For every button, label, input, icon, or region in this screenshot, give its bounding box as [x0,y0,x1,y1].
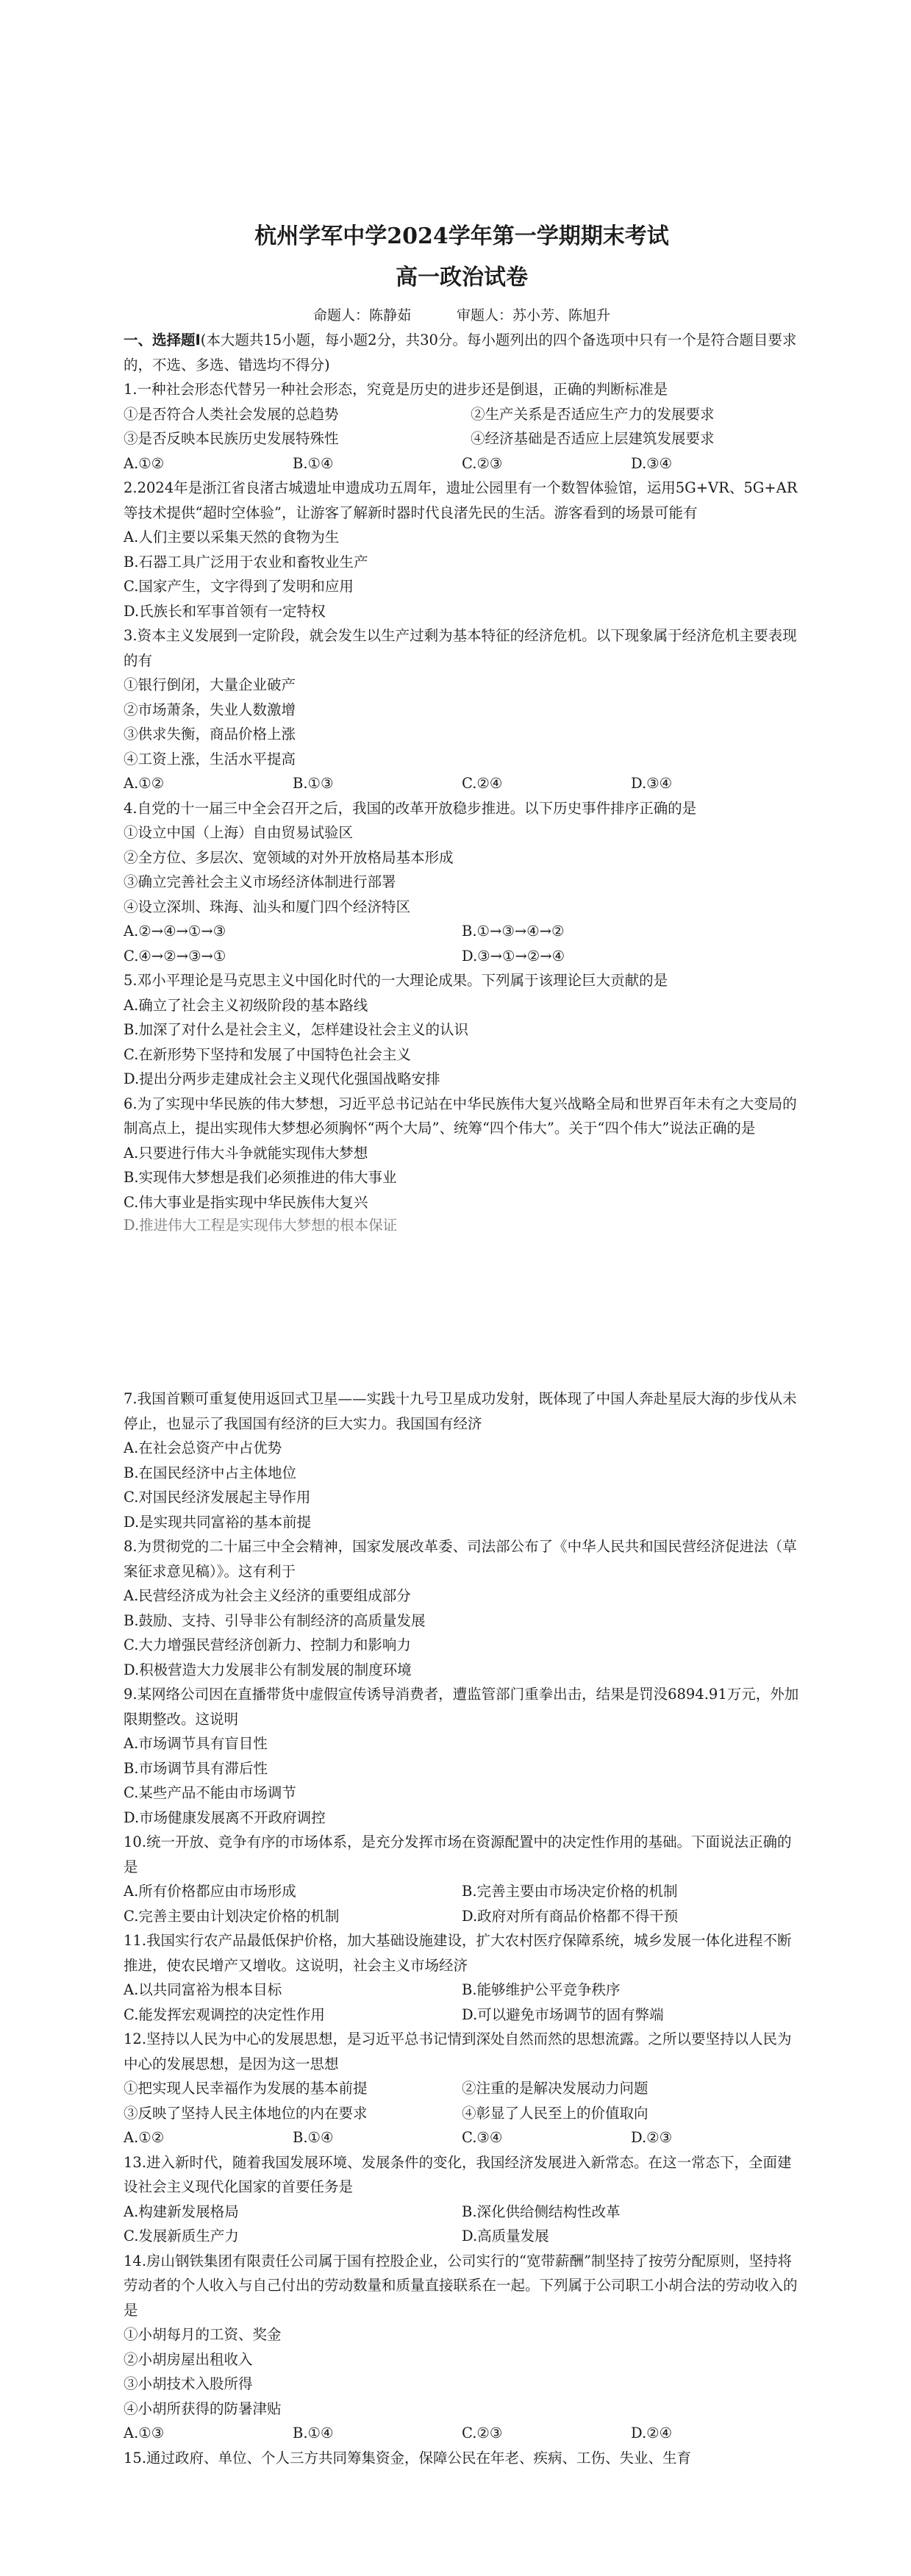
page-top-section [124,221,800,1234]
question-11 [124,1928,800,2027]
answer-option: D.③④ [631,454,673,472]
question-stem: 8.为贯彻党的二十届三中全会精神，国家发展改革委、司法部公布了《中华人民共和国民营经济促进法（草案征求意见稿）》。这有利于 [124,1538,797,1580]
question-13 [124,2150,800,2249]
question-1 [124,377,800,476]
answer-option: D.氏族长和军事首领有一定特权 [124,602,326,620]
answer-option: C.②③ [462,2425,503,2441]
answer-option: D.政府对所有商品价格都不得干预 [462,1907,679,1925]
school-exam-title: 杭州学军中学2024学年第一学期期末考试 [254,223,669,249]
answer-option: D.高质量发展 [462,2228,549,2244]
question-stem: 1.一种社会形态代替另一种社会形态，究竟是历史的进步还是倒退，正确的判断标准是 [124,381,668,398]
answer-option: A.①② [124,454,165,472]
statement-item: ①银行倒闭，大量企业破产 [124,676,296,693]
statement-item: ④设立深圳、珠海、汕头和厦门四个经济特区 [124,898,411,915]
statement-item: ④彰显了人民至上的价值取向 [462,2104,649,2122]
question-stem: 6.为了实现中华民族的伟大梦想，习近平总书记站在中华民族伟大复兴战略全局和世界百年未有之大变局的制高点上，提出实现伟大梦想必须胸怀“两个大局”、统筹“四个伟大”。关于“四个伟大”说法正确的是 [124,1095,797,1137]
statement-item: ②全方位、多层次、宽领域的对外开放格局基本形成 [124,848,454,866]
author-line [124,304,800,326]
statement-item: ①设立中国（上海）自由贸易试验区 [124,824,354,841]
statement-item: ③反映了坚持人民主体地位的内在要求 [124,2104,368,2122]
answer-option: B.①④ [293,2425,334,2441]
answer-option: D.市场健康发展离不开政府调控 [124,1808,326,1826]
question-9 [124,1682,800,1830]
section-heading [124,328,800,377]
page-bottom-section [124,1387,800,2470]
statement-item: ④经济基础是否适应上层建筑发展要求 [471,430,715,447]
answer-option: A.人们主要以采集天然的食物为生 [124,529,340,545]
answer-option: B.完善主要由市场决定价格的机制 [462,1883,678,1900]
question-4 [124,796,800,969]
question-stem: 3.资本主义发展到一定阶段，就会发生以生产过剩为基本特征的经济危机。以下现象属于经济危机主要表现的有 [124,627,797,669]
answer-option: C.在新形势下坚持和发展了中国特色社会主义 [124,1045,411,1063]
answer-option: D.积极营造大力发展非公有制发展的制度环境 [124,1661,412,1678]
statement-item: ②注重的是解决发展动力问题 [462,2080,649,2097]
answer-option: B.在国民经济中占主体地位 [124,1464,297,1481]
answer-option: C.②③ [462,454,503,472]
answer-option: C.④→②→③→① [124,947,226,965]
question-8 [124,1534,800,1682]
statement-item: ③确立完善社会主义市场经济体制进行部署 [124,873,396,890]
question-6 [124,1092,800,1234]
author: 命题人：陈静茹 [312,307,411,323]
answer-option: D.是实现共同富裕的基本前提 [124,1513,312,1531]
statement-item: ②生产关系是否适应生产力的发展要求 [471,405,715,423]
question-stem: 15.通过政府、单位、个人三方共同筹集资金，保障公民在年老、疾病、工伤、失业、生育 [124,2449,692,2466]
answer-option: C.伟大事业是指实现中华民族伟大复兴 [124,1193,368,1211]
answer-option: C.完善主要由计划决定价格的机制 [124,1907,340,1925]
answer-option: A.在社会总资产中占优势 [124,1439,282,1456]
answer-option: A.确立了社会主义初级阶段的基本路线 [124,996,368,1014]
question-stem: 12.坚持以人民为中心的发展思想，是习近平总书记情到深处自然而然的思想流露。之所以要坚持以人民为中心的发展思想，是因为这一思想 [124,2031,792,2072]
answer-option: D.可以避免市场调节的固有弊端 [462,2006,664,2023]
answer-option: A.以共同富裕为根本目标 [124,1981,282,1998]
question-stem: 11.我国实行农产品最低保护价格，加大基础设施建设，扩大农村医疗保障系统，城乡发展一体化进程不断推进，使农民增产又增收。这说明，社会主义市场经济 [124,1932,792,1974]
statement-item: ③小胡技术入股所得 [124,2375,253,2392]
answer-option: D.提出分两步走建成社会主义现代化强国战略安排 [124,1070,440,1087]
answer-option: C.③④ [462,2129,503,2146]
answer-option: B.石器工具广泛用于农业和畜牧业生产 [124,553,368,570]
answer-option: B.深化供给侧结构性改革 [462,2203,621,2220]
answer-option: C.发展新质生产力 [124,2228,239,2244]
statement-item: ①把实现人民幸福作为发展的基本前提 [124,2080,368,2097]
answer-option: B.能够维护公平竞争秩序 [462,1981,621,1998]
reviewer: 审题人：苏小芳、陈旭升 [457,307,611,323]
answer-option: C.能发挥宏观调控的决定性作用 [124,2006,325,2023]
answer-option: A.构建新发展格局 [124,2203,239,2220]
exam-subject-title: 高一政治试卷 [396,265,528,290]
answer-option: B.①→③→④→② [462,923,565,940]
answer-option: D.②③ [631,2129,673,2146]
answer-option: A.所有价格都应由市场形成 [124,1883,296,1900]
question-stem: 14.房山钢铁集团有限责任公司属于国有控股企业，公司实行的“宽带薪酬”制坚持了按劳分配原则，坚持将劳动者的个人收入与自己付出的劳动数量和质量直接联系在一起。下列属于公司职工小胡合法的劳动收入的是 [124,2252,798,2319]
statement-item: ①小胡每月的工资、奖金 [124,2326,282,2343]
question-3 [124,623,800,796]
question-stem: 10.统一开放、竞争有序的市场体系，是充分发挥市场在资源配置中的决定性作用的基础。下面说法正确的是 [124,1833,792,1875]
question-stem: 4.自党的十一届三中全会召开之后，我国的改革开放稳步推进。以下历史事件排序正确的是 [124,799,697,817]
question-stem: 5.邓小平理论是马克思主义中国化时代的一大理论成果。下列属于该理论巨大贡献的是 [124,972,668,989]
answer-option: A.①③ [124,2425,165,2441]
question-stem: 9.某网络公司因在直播带货中虚假宣传诱导消费者，遭监管部门重拳出击，结果是罚没6894.91万元，外加限期整改。这说明 [124,1686,799,1728]
answer-option: A.市场调节具有盲目性 [124,1735,268,1752]
answer-option: A.民营经济成为社会主义经济的重要组成部分 [124,1587,411,1604]
statement-item: ①是否符合人类社会发展的总趋势 [124,405,339,423]
answer-option: A.②→④→①→③ [124,923,226,940]
answer-option: D.②④ [631,2425,673,2441]
question-2 [124,476,800,623]
question-7 [124,1387,800,1534]
question-stem: 2.2024年是浙江省良渚古城遗址申遗成功五周年，遗址公园里有一个数智体验馆，运用5G+VR、5G+AR等技术提供“超时空体验”，让游客了解新时器时代良渚先民的生活。游客看到的场景可能有 [124,479,798,521]
answer-option: B.①④ [293,454,334,472]
answer-option: D.③→①→②→④ [462,947,565,965]
question-12 [124,2027,800,2150]
answer-option: A.①② [124,2129,165,2146]
answer-option: C.某些产品不能由市场调节 [124,1784,296,1801]
answer-option: B.①③ [293,775,334,792]
answer-option: C.②④ [462,775,503,792]
question-stem: 7.我国首颗可重复使用返回式卫星——实践十九号卫星成功发射，既体现了中国人奔赴星辰大海的步伐从未停止，也显示了我国国有经济的巨大实力。我国国有经济 [124,1390,797,1432]
answer-option: A.只要进行伟大斗争就能实现伟大梦想 [124,1144,368,1162]
answer-option: C.国家产生，文字得到了发明和应用 [124,578,354,595]
answer-option: B.加深了对什么是社会主义，怎样建设社会主义的认识 [124,1021,469,1038]
statement-item: ②市场萧条，失业人数激增 [124,701,296,718]
statement-item: ③是否反映本民族历史发展特殊性 [124,430,339,447]
answer-option: C.对国民经济发展起主导作用 [124,1489,311,1506]
section-title: 一、选择题Ⅰ [124,332,201,348]
question-stem: 13.进入新时代，随着我国发展环境、发展条件的变化，我国经济发展进入新常态。在这一常态下，全面建设社会主义现代化国家的首要任务是 [124,2153,792,2195]
answer-option: C.大力增强民营经济创新力、控制力和影响力 [124,1636,411,1653]
question-5 [124,968,800,1092]
statement-item: ④工资上涨，生活水平提高 [124,750,296,768]
question-10 [124,1830,800,1928]
answer-option: B.实现伟大梦想是我们必须推进的伟大事业 [124,1169,397,1186]
answer-option-cut-off: D.推进伟大工程是实现伟大梦想的根本保证 [124,1217,398,1234]
answer-option: B.①④ [293,2129,334,2146]
answer-option: B.鼓励、支持、引导非公有制经济的高质量发展 [124,1611,426,1629]
answer-option: B.市场调节具有滞后性 [124,1759,268,1777]
answer-option: D.③④ [631,775,673,792]
statement-item: ③供求失衡，商品价格上涨 [124,726,296,743]
question-15 [124,2446,800,2471]
statement-item: ④小胡所获得的防暑津贴 [124,2400,282,2417]
section-instructions: (本大题共15小题，每小题2分，共30分。每小题列出的四个备选项中只有一个是符合题目要求的，不选、多选、错选均不得分) [124,332,797,373]
statement-item: ②小胡房屋出租收入 [124,2350,253,2368]
question-14 [124,2249,800,2446]
answer-option: A.①② [124,775,165,792]
